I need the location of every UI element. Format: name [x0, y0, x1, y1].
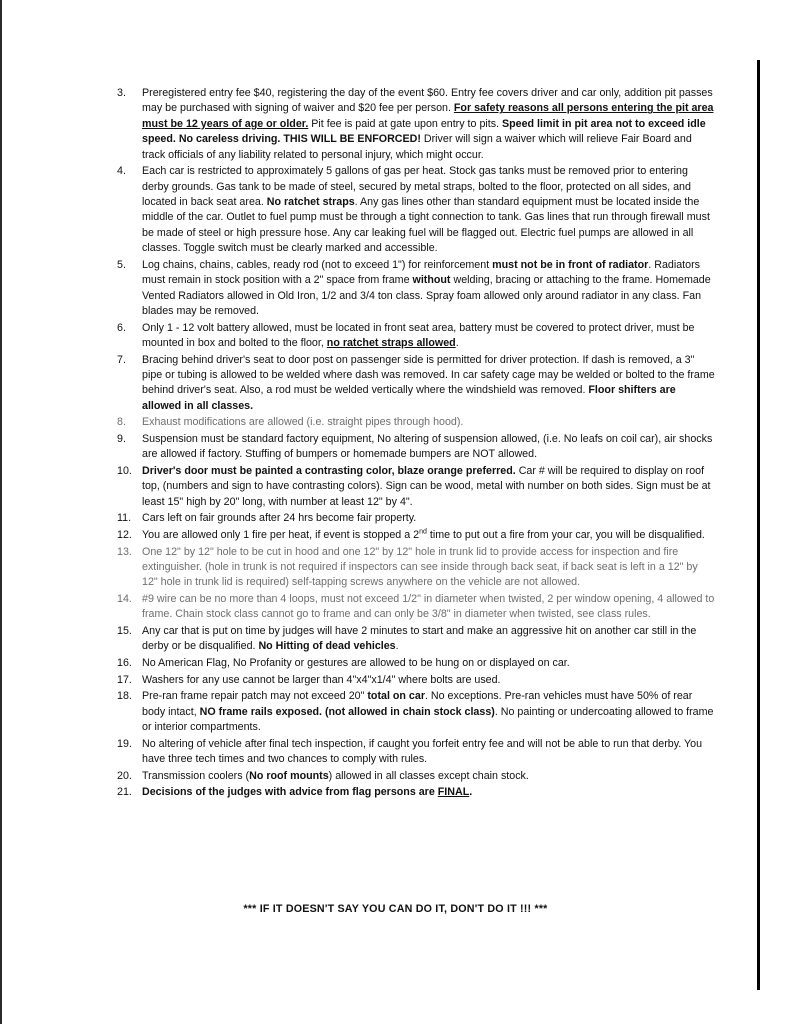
rule-number: 11. [117, 512, 132, 525]
rule-text-segment: ) allowed in all classes except chain stock. [328, 769, 529, 782]
rule-number: 5. [117, 258, 126, 271]
rule-text [142, 657, 570, 669]
rule-text-segment: You are allowed only 1 fire per heat, if event is stopped a 2 [142, 529, 420, 542]
rule-text-segment: No roof mounts [249, 769, 329, 782]
rule-text-segment: . No exceptions. Pre-ran vehicles must have 50% of rear body intact, [142, 690, 693, 718]
rule-text-segment: NO frame rails exposed. (not allowed in chain stock class) [199, 705, 495, 718]
rule-number: 14. [117, 593, 132, 606]
rule-number: 18. [117, 690, 132, 703]
rule-item [117, 785, 715, 800]
rule-item [117, 673, 715, 688]
rule-text-segment: nd [419, 528, 427, 536]
rule-number: 6. [117, 321, 126, 334]
rule-text-segment: Decisions of the judges with advice from flag persons are [142, 786, 438, 799]
rule-text-segment: no ratchet straps allowed [326, 337, 456, 350]
rule-item [117, 86, 715, 163]
rule-text [142, 87, 713, 161]
rule-text-segment: Driver's door must be painted a contrasting color, blaze orange preferred. [142, 465, 516, 478]
rule-text-segment: Washers for any use cannot be larger than 4"x4"x1/4" where bolts are used. [142, 673, 501, 686]
rule-number: 19. [117, 737, 132, 750]
rule-text-segment: #9 wire can be no more than 4 loops, must not exceed 1/2" in diameter when twisted, 2 per window opening, 4 allowed to frame. Chain stock class cannot go to frame and can only be 3/8" in diameter when twisted, see class rules. [142, 593, 715, 621]
rule-text-segment: No altering of vehicle after final tech inspection, if caught you forfeit entry fee and will not be able to run that derby. You have three tech times and two chances to comply with rules. [142, 737, 703, 766]
rule-text-segment: Any car that is put on time by judges will have 2 minutes to start and make an aggressive hit on another car still in the derby or be disqualified. [142, 625, 697, 653]
rule-text-segment: Each car is restricted to approximately 5 gallons of gas per heat. Stock gas tanks must be removed prior to entering derby grounds. Gas tank to be made of steel, secured by metal straps, bolted to the floor, protected on all sides, and located in back seat area. [142, 165, 691, 209]
rule-text-segment: . Any gas lines other than standard equipment must be located inside the middle of the car. Outlet to fuel pump must be through a tight connection to tank. Gas lines that run through firewall must be made of steel or high pressure hose. Any car leaking fuel will be flagged out. Electric fuel pumps are allowed in all classes. Toggle switch must be clearly marked and accessible. [142, 196, 710, 255]
rule-item [117, 432, 715, 463]
rule-text-segment: No Hitting of dead vehicles [258, 640, 396, 653]
rule-text [142, 674, 501, 686]
rule-number: 3. [117, 87, 126, 99]
rule-text-segment: Transmission coolers ( [142, 769, 250, 782]
rule-number: 8. [117, 416, 126, 429]
rule-text-segment: Only 1 - 12 volt battery allowed, must be located in front seat area, battery must be covered to protect driver, must be mounted in box and bolted to the floor, [142, 321, 695, 350]
rule-text [142, 465, 711, 508]
rule-text [142, 529, 705, 541]
rule-text-segment: without [412, 274, 451, 287]
rule-text-segment: Pre-ran frame repair patch may not exceed 20" [142, 690, 368, 703]
rule-text-segment: Driver will sign a waiver which will relieve Fair Board and track officials of any liability related to personal injury, which might occur. [142, 133, 692, 161]
rule-text-segment: total on car [367, 690, 425, 703]
rule-item [117, 737, 715, 768]
rule-text-segment: must not be in front of radiator [492, 258, 649, 271]
rule-text [142, 690, 713, 733]
rule-text-segment: Suspension must be standard factory equipment, No altering of suspension allowed, (i.e. No leafs on coil car), air shocks are allowed if factory. Stuffing of bumpers or homemade bumpers are NOT allowed. [142, 433, 713, 461]
rule-number: 4. [117, 165, 126, 178]
rule-number: 20. [117, 769, 132, 782]
rule-text-segment: . [469, 786, 473, 799]
rule-item [117, 592, 715, 623]
rule-text-segment: Speed limit in pit area not to exceed idle speed. No careless driving. THIS WILL BE ENFORCED! [142, 117, 706, 146]
rule-item [117, 511, 715, 526]
rule-text-segment: . Radiators must remain in stock position with a 2" space from frame [142, 258, 700, 287]
rule-text-segment: Car # will be required to display on roof top, (numbers and sign to have contrasting colors). Sign can be wood, metal with number on both sides. Sign must be at least 15" high by 20" long, with number at least 12" by 4". [142, 465, 711, 508]
rule-text [142, 512, 416, 524]
rule-text-segment: Pit fee is paid at gate upon entry to pits. [308, 117, 503, 130]
footer-notice: *** IF IT DOESN'T SAY YOU CAN DO IT, DON'T DO IT !!! *** [243, 903, 548, 915]
rule-item [117, 464, 715, 510]
rule-item [117, 321, 715, 352]
rule-item [117, 545, 715, 591]
rule-number: 13. [117, 545, 132, 558]
rule-text [142, 322, 694, 349]
rule-item [117, 689, 715, 735]
rule-text [142, 433, 712, 460]
rule-text-segment: Bracing behind driver's seat to door post on passenger side is permitted for driver protection. If dash is removed, a 3" pipe or tubing is allowed to be welded where dash was removed. In car safety cage may be welded or bolted to the frame behind driver's seat. Also, a rod must be welded vertically where the windshield was removed. [142, 353, 715, 397]
rule-text [142, 546, 698, 589]
rule-item [117, 528, 715, 543]
rule-text [142, 593, 714, 620]
rule-number: 7. [117, 353, 126, 366]
rule-text [142, 625, 696, 652]
rule-number: 17. [117, 673, 132, 686]
rule-item [117, 164, 715, 256]
rule-item [117, 769, 715, 784]
rule-text-segment: time to put out a fire from your car, you will be disqualified. [426, 529, 705, 542]
rule-text [142, 738, 702, 765]
rule-number: 10. [117, 465, 132, 478]
rule-item [117, 624, 715, 655]
rule-text-segment: Floor shifters are allowed in all classes. [142, 384, 676, 412]
rule-text-segment: welding, bracing or attaching to the frame. Homemade Vented Radiators allowed in Old Iron, 1/2 and 3/4 ton class. Spray foam allowed only around radiator in any class. Fan blades may be removed. [142, 274, 711, 318]
rule-text-segment: Exhaust modifications are allowed (i.e. straight pipes through hood). [142, 416, 464, 429]
rule-item [117, 353, 715, 415]
page-left-border [0, 0, 2, 1024]
page-right-border [757, 60, 760, 990]
rule-item [117, 656, 715, 671]
rule-text-segment: Preregistered entry fee $40, registering the day of the event $60. Entry fee covers driver and car only, addition pit passes may be purchased with signing of waiver and $20 fee per person. [142, 87, 713, 115]
rule-item [117, 415, 715, 430]
rules-list [117, 86, 715, 802]
rule-number: 21. [117, 786, 132, 799]
rule-text-segment: . [455, 337, 459, 350]
rule-number: 12. [117, 529, 132, 542]
rule-text [142, 786, 472, 798]
rule-text [142, 416, 463, 428]
rule-text-segment: No American Flag, No Profanity or gestures are allowed to be hung on or displayed on car. [142, 657, 570, 670]
rule-number: 9. [117, 433, 126, 446]
rule-text [142, 770, 529, 782]
rule-text-segment: FINAL [437, 786, 470, 799]
rule-text [142, 354, 715, 412]
rule-text-segment: For safety reasons all persons entering the pit area must be 12 years of age or older. [142, 102, 714, 130]
rule-number: 15. [117, 625, 132, 638]
rule-number: 16. [117, 657, 132, 670]
rule-text-segment: No ratchet straps [266, 196, 355, 209]
rule-text-segment: . [395, 640, 399, 653]
rule-text-segment: One 12" by 12" hole to be cut in hood and one 12" by 12" hole in trunk lid to provide access for inspection and fire extinguisher. (hole in trunk is not required if inspectors can see inside through back seat, if back seat is left in a 12" by 12" hole in trunk lid is required) self-tapping screws anywhere on the vehicle are not allowed. [142, 545, 698, 589]
rule-text [142, 165, 710, 254]
rule-text [142, 259, 711, 317]
rule-item [117, 258, 715, 320]
rule-text-segment: Log chains, chains, cables, ready rod (not to exceed 1") for reinforcement [142, 258, 493, 271]
rule-text-segment: . No painting or undercoating allowed to frame or interior compartments. [142, 705, 714, 734]
rule-text-segment: Cars left on fair grounds after 24 hrs become fair property. [142, 512, 417, 525]
